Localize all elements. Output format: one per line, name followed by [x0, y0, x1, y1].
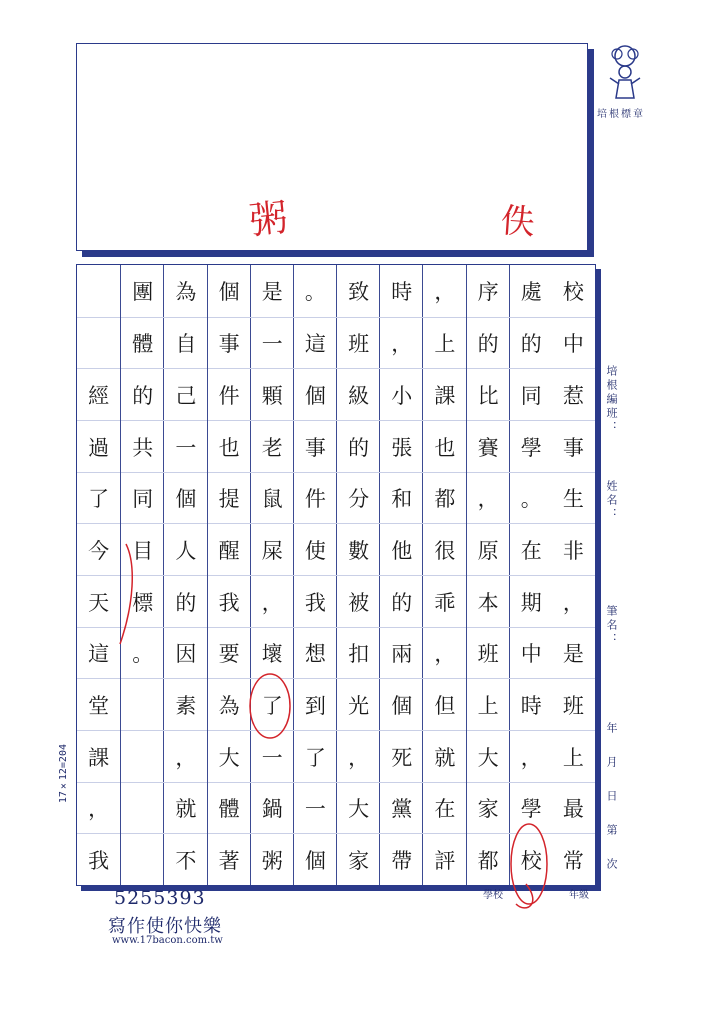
grid-cell: 班: [552, 678, 595, 731]
grid-cell: 小: [380, 368, 423, 421]
grid-cell: 他: [380, 523, 423, 576]
grid-cell: 著: [208, 833, 251, 886]
grid-cell: 是: [552, 627, 595, 680]
grid-cell: 件: [208, 368, 251, 421]
grid-cell: 兩: [380, 627, 423, 680]
grid-cell: 我: [294, 575, 337, 628]
grid-cell: 為: [175, 279, 197, 304]
grid-cell: 。: [510, 472, 553, 525]
grid-cell: 序: [477, 279, 499, 304]
grid-cell: 顆: [251, 368, 294, 421]
grid-cell: 的: [510, 317, 553, 370]
grid-cell: 的: [467, 317, 510, 370]
grid-cell: 和: [380, 472, 423, 525]
grid-cell: 中: [552, 317, 595, 370]
grid-cell: 期: [510, 575, 553, 628]
grid-cell: 人: [164, 523, 207, 576]
grid-cell: 事: [552, 420, 595, 473]
phone-number: 5255393: [114, 887, 206, 909]
grid-cell: 上: [552, 730, 595, 783]
grid-cell: 團: [132, 279, 154, 304]
grid-cell: 體: [121, 317, 164, 370]
grid-cell: 我: [208, 575, 251, 628]
grid-cell: 也: [208, 420, 251, 473]
grid-cell: 學: [510, 782, 553, 835]
grid-cell: 使: [294, 523, 337, 576]
grid-cell: 素: [164, 678, 207, 731]
class-label: 培根編班：: [605, 365, 618, 435]
grid-cell: 帶: [380, 833, 423, 886]
grid-cell: 鍋: [251, 782, 294, 835]
grid-cell: 上: [467, 678, 510, 731]
grid-size-label: 17×12=204: [58, 744, 69, 804]
grid-cell: 己: [164, 368, 207, 421]
grid-cell: 但: [423, 678, 466, 731]
grid-cell: 個: [164, 472, 207, 525]
comment-mark: 粥: [247, 195, 290, 243]
grid-cell: 學: [510, 420, 553, 473]
grid-cell: ，: [434, 279, 456, 304]
grid-cell: 本: [467, 575, 510, 628]
grid-cell: 大: [208, 730, 251, 783]
grid-cell: ，: [251, 575, 294, 628]
grid-cell: 處: [520, 279, 542, 304]
grid-cell: 了: [294, 730, 337, 783]
grid-cell: 班: [467, 627, 510, 680]
grid-cell: 扣: [337, 627, 380, 680]
grid-cell: ，: [337, 730, 380, 783]
grid-cell: 一: [294, 782, 337, 835]
grid-cell: 在: [510, 523, 553, 576]
grid-cell: 想: [294, 627, 337, 680]
grid-cell: 班: [337, 317, 380, 370]
grid-cell: 死: [380, 730, 423, 783]
grid-cell: 這: [77, 627, 120, 680]
grid-cell: 課: [77, 730, 120, 783]
grid-cell: 最: [552, 782, 595, 835]
grid-cell: ，: [510, 730, 553, 783]
grid-cell: 評: [423, 833, 466, 886]
grid-cell: 老: [251, 420, 294, 473]
grid-cell: 個: [218, 279, 240, 304]
grid-cell: ，: [423, 627, 466, 680]
grid-cell: 體: [208, 782, 251, 835]
grid-cell: 我: [77, 833, 120, 886]
grid-cell: 比: [467, 368, 510, 421]
grid-cell: 醒: [208, 523, 251, 576]
grid-cell: 。: [121, 627, 164, 680]
grid-cell: 的: [164, 575, 207, 628]
pen-name-label: 筆名：: [605, 605, 618, 647]
grid-cell: 非: [552, 523, 595, 576]
grid-cell: 生: [552, 472, 595, 525]
grid-cell: 為: [208, 678, 251, 731]
grid-cell: 時: [510, 678, 553, 731]
grid-cell: 乖: [423, 575, 466, 628]
grid-cell: 都: [467, 833, 510, 886]
grid-cell: ，: [77, 782, 120, 835]
grid-cell: 也: [423, 420, 466, 473]
grid-cell: 這: [294, 317, 337, 370]
grid-cell: 的: [337, 420, 380, 473]
grid-cell: 因: [164, 627, 207, 680]
grade-label: 年級: [569, 890, 589, 901]
grid-cell: 事: [208, 317, 251, 370]
grid-cell: 事: [294, 420, 337, 473]
grid-cell: 致: [348, 279, 370, 304]
grid-cell: 堂: [77, 678, 120, 731]
grid-cell: 的: [380, 575, 423, 628]
grid-cell: 今: [77, 523, 120, 576]
grid-cell: 大: [337, 782, 380, 835]
grid-cell: 的: [121, 368, 164, 421]
grid-cell: 粥: [251, 833, 294, 886]
grid-cell: 過: [77, 420, 120, 473]
grid-cell: 惹: [552, 368, 595, 421]
website-url: www.17bacon.com.tw: [112, 935, 223, 946]
grid-cell: 光: [337, 678, 380, 731]
grid-cell: 了: [251, 678, 294, 731]
grid-cell: 共: [121, 420, 164, 473]
grid-cell: 常: [552, 833, 595, 886]
grid-cell: ，: [467, 472, 510, 525]
grid-cell: 自: [164, 317, 207, 370]
grid-cell: 到: [294, 678, 337, 731]
grid-cell: 了: [77, 472, 120, 525]
stamp-label: 培根標章: [597, 109, 645, 120]
grid-cell: 個: [294, 833, 337, 886]
grid-cell: ，: [164, 730, 207, 783]
grid-cell: 張: [380, 420, 423, 473]
grid-cell: 原: [467, 523, 510, 576]
grid-cell: 校: [510, 833, 553, 886]
grid-cell: 級: [337, 368, 380, 421]
grid-cell: 不: [164, 833, 207, 886]
grid-cell: 一: [251, 730, 294, 783]
grid-cell: 個: [380, 678, 423, 731]
grid-cell: 分: [337, 472, 380, 525]
grid-cell: 鼠: [251, 472, 294, 525]
stamp-logo: [604, 44, 646, 102]
grid-cell: 數: [337, 523, 380, 576]
grid-cell: 一: [251, 317, 294, 370]
grid-cell: 壞: [251, 627, 294, 680]
grid-cell: 同: [121, 472, 164, 525]
teacher-comment-box: [76, 43, 588, 251]
name-label: 姓名：: [605, 480, 618, 522]
grid-cell: 賽: [467, 420, 510, 473]
grid-cell: 經: [77, 368, 120, 421]
grid-cell: 家: [337, 833, 380, 886]
grid-cell: 就: [423, 730, 466, 783]
grid-cell: 個: [294, 368, 337, 421]
grid-cell: 黨: [380, 782, 423, 835]
school-label: 學校: [483, 890, 503, 901]
grid-cell: 屎: [251, 523, 294, 576]
grid-cell: 上: [423, 317, 466, 370]
grid-cell: 件: [294, 472, 337, 525]
grid-cell: 中: [510, 627, 553, 680]
grid-cell: 都: [423, 472, 466, 525]
grid-cell: 要: [208, 627, 251, 680]
grid-cell: 被: [337, 575, 380, 628]
grid-cell: 目: [121, 523, 164, 576]
correction-marks: [76, 264, 596, 924]
slogan: 寫作使你快樂: [108, 916, 222, 937]
grid-cell: 天: [77, 575, 120, 628]
comment-mark: 佚: [499, 200, 537, 244]
grid-cell: ，: [380, 317, 423, 370]
grid-cell: 大: [467, 730, 510, 783]
grid-cell: 在: [423, 782, 466, 835]
grid-cell: 。: [304, 279, 326, 304]
grid-cell: 是: [261, 279, 283, 304]
grid-cell: 標: [121, 575, 164, 628]
grid-cell: 課: [423, 368, 466, 421]
grid-cell: 就: [164, 782, 207, 835]
tree-boy-icon: [604, 44, 646, 102]
grid-cell: 一: [164, 420, 207, 473]
grid-cell: 很: [423, 523, 466, 576]
grid-cell: ，: [552, 575, 595, 628]
date-label: 年 月 日 第 次: [605, 722, 618, 875]
grid-cell: 同: [510, 368, 553, 421]
grid-cell: 校: [562, 279, 584, 304]
grid-cell: 時: [391, 279, 413, 304]
grid-cell: 提: [208, 472, 251, 525]
grid-cell: 家: [467, 782, 510, 835]
